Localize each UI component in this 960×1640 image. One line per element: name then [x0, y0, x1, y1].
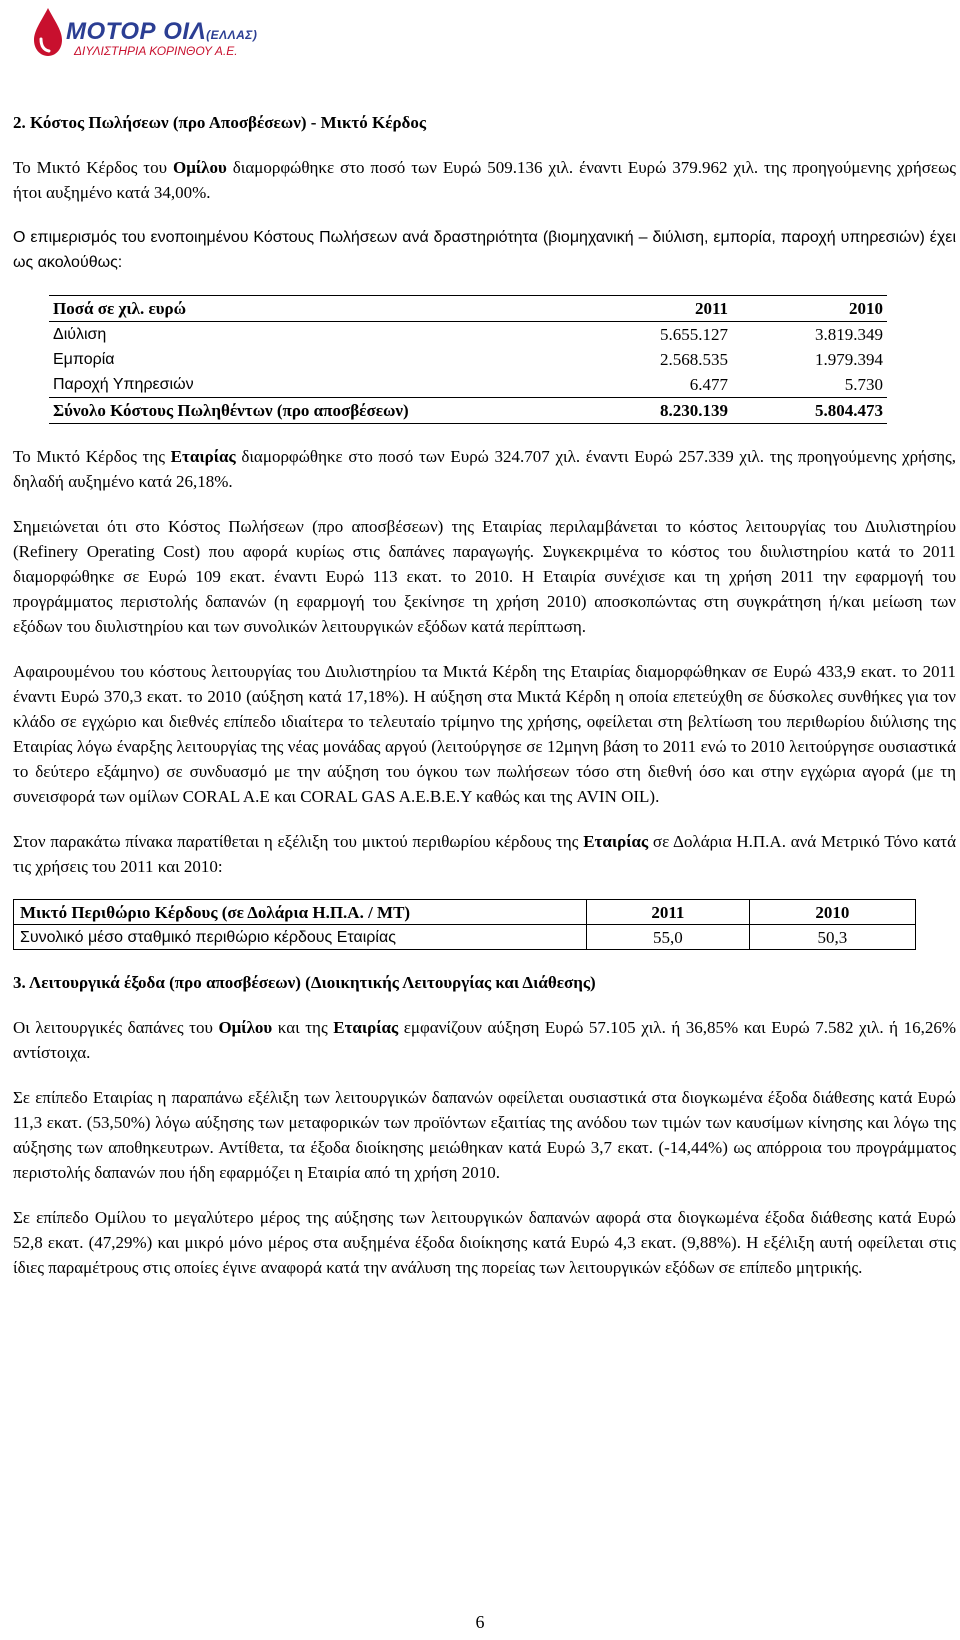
oil-drop-icon: [30, 6, 66, 58]
bold-text-run: Ομίλου: [173, 158, 227, 177]
table-row: [14, 925, 916, 950]
table-header-row: [14, 900, 916, 925]
text-run: και της: [272, 1018, 334, 1037]
total-label: Σύνολο Κόστους Πωληθέντων (προ αποσβέσεων): [49, 398, 577, 424]
row-value-2010: 3.819.349: [815, 325, 883, 344]
table-header-2011: 2011: [587, 900, 750, 925]
row-value-2011: 6.477: [689, 375, 728, 394]
section-2-heading: 2. Κόστος Πωλήσεων (προ Αποσβέσεων) - Μικτό Κέρδος: [13, 113, 427, 132]
row-value-2011: 5.655.127: [660, 325, 728, 344]
table-header-label: Μικτό Περιθώριο Κέρδους (σε Δολάρια Η.Π.Α. / ΜΤ): [14, 900, 587, 925]
row-value-2010: 50,3: [749, 925, 915, 950]
section-3-paragraph-1: [13, 1015, 956, 1065]
text-run: Στον παρακάτω πίνακα παρατίθεται η εξέλιξη του μικτού περιθωρίου κέρδους της: [13, 832, 584, 851]
row-label: Διύλιση: [53, 326, 107, 343]
section-2-paragraph-6: [13, 829, 956, 879]
page-number: 6: [475, 1612, 485, 1632]
table-row: [49, 322, 887, 348]
table-header-2010: 2010: [732, 296, 887, 322]
table-header-2011: 2011: [577, 296, 732, 322]
section-2-paragraph-1: [13, 155, 956, 205]
table-row: [49, 372, 887, 398]
table-row: [49, 347, 887, 372]
total-2010: 5.804.473: [732, 398, 887, 424]
logo-name: ΜΟΤΟΡ ΟΙΛ: [66, 18, 207, 45]
bold-text-run: Εταιρίας: [583, 832, 649, 851]
section-3-paragraph-2: Σε επίπεδο Εταιρίας η παραπάνω εξέλιξη των λειτουργικών δαπανών οφείλεται ουσιαστικά στα διογκωμένα έξοδα διάθεσης κατά Ευρώ 11,3 εκατ. (53,50%) λόγω αύξησης των μεταφορικών των προϊόντων εξαιτίας της ανόδου των τιμών των καυσίμων κίνησης και λόγω της αύξησης των αποθηκευτρων. Αντίθετα, τα έξοδα διοίκησης μειώθηκαν κατά Ευρώ 3,7 εκατ. (-14,44%) ως απόρροια του προγράμματος περιστολής δαπανών που ήδη εφαρμόζει η Εταιρία από τη χρήση 2010.: [13, 1088, 956, 1182]
logo-subtitle: ΔΙΥΛΙΣΤΗΡΙΑ ΚΟΡΙΝΘΟΥ Α.Ε.: [74, 44, 238, 58]
document-body: [13, 110, 956, 1300]
row-value-2010: 5.730: [844, 375, 883, 394]
text-run: σε Δολάρια Η.Π.Α. ανά Μετρικό Τόνο κατά τις χρήσεις του 2011 και 2010:: [13, 832, 957, 876]
text-run: διαμορφώθηκε στο ποσό των Ευρώ 324.707 χιλ. έναντι Ευρώ 257.339 χιλ. της προηγούμενης χρήσης, δηλαδή αυξημένο κατά 26,18%.: [13, 447, 956, 491]
logo-wordmark: [66, 18, 257, 46]
table-header-2010: 2010: [749, 900, 915, 925]
text-run: Το Μικτό Κέρδος της: [13, 447, 171, 466]
total-2011: 8.230.139: [577, 398, 732, 424]
row-label: Εμπορία: [53, 351, 115, 368]
text-run: διαμορφώθηκε στο ποσό των Ευρώ 509.136 χιλ. έναντι Ευρώ 379.962 χιλ. της προηγούμενης χρήσεως ήτοι αυξημένο κατά 34,00%.: [13, 158, 956, 202]
cost-of-sales-table: [49, 295, 887, 424]
text-run: Οι λειτουργικές δαπάνες του: [13, 1018, 219, 1037]
text-run: Το Μικτό Κέρδος του: [13, 158, 174, 177]
company-logo: [30, 6, 270, 58]
section-2-paragraph-2: Ο επιμερισμός του ενοποιημένου Κόστους Πωλήσεων ανά δραστηριότητα (βιομηχανική – διύλιση, εμπορία, παροχή υπηρεσιών) έχει ως ακολούθως:: [13, 229, 956, 271]
bold-text-run: Ομίλου: [218, 1018, 273, 1037]
bold-text-run: Εταιρίας: [333, 1018, 399, 1037]
bold-text-run: Εταιρίας: [170, 447, 236, 466]
row-value-2010: 1.979.394: [815, 350, 883, 369]
row-value-2011: 2.568.535: [660, 350, 728, 369]
section-2-paragraph-5: Αφαιρουμένου του κόστους λειτουργίας του Διυλιστηρίου τα Μικτά Κέρδη της Εταιρίας διαμορφώθηκαν σε Ευρώ 433,9 εκατ. το 2011 έναντι Ευρώ 370,3 εκατ. το 2010 (αύξηση κατά 17,18%). Η αύξηση στα Μικτά Κέρδη η οποία επετεύχθη σε δύσκολες συνθήκες για τον κλάδο σε εγχώριο και διεθνές επίπεδο ιδιαίτερα το τελευταίο τρίμηνο της χρήσης, οφείλεται στη βελτίωση του περιθωρίου διύλισης της Εταιρίας λόγω έναρξης λειτουργίας της νέας μονάδας αργού (λειτούργησε σε 12μηνη βάση το 2011 ενώ το 2010 λειτούργησε ουσιαστικά το δεύτερο εξάμηνο) σε συνδυασμό με την αύξηση του όγκου των πωλήσεων τόσο στη διεθνή όσο και στην εγχώρια αγορά (με τη συνεισφορά των ομίλων CORAL A.E και CORAL GAS A.E.B.E.Y καθώς και της AVIN OIL).: [13, 662, 956, 806]
section-2-paragraph-4: Σημειώνεται ότι στο Κόστος Πωλήσεων (προ αποσβέσεων) της Εταιρίας περιλαμβάνεται το κόστος λειτουργίας του Διυλιστηρίου (Refinery Operating Cost) που αφορά κυρίως στις δαπάνες παραγωγής. Συγκεκριμένα το κόστος του διυλιστηρίου κατά το 2011 διαμορφώθηκε σε Ευρώ 109 εκατ. έναντι Ευρώ 113 εκατ. το 2010. Η Εταιρία συνέχισε και τη χρήση 2011 την εφαρμογή του προγράμματος περιστολής δαπανών (η εφαρμογή του ξεκίνησε τη χρήση 2010) αποσκοπώντας στη συγκράτηση ή/και μείωση των εξόδων του διυλιστηρίου και των συνολικών λειτουργικών εξόδων κατά περίπτωση.: [13, 517, 956, 636]
gross-margin-table: [13, 899, 916, 950]
row-value-2011: 55,0: [587, 925, 750, 950]
row-label: Συνολικό μέσο σταθμικό περιθώριο κέρδους Εταιρίας: [14, 925, 587, 950]
section-3-heading: 3. Λειτουργικά έξοδα (προ αποσβέσεων) (Διοικητικής Λειτουργίας και Διάθεσης): [13, 973, 596, 992]
table-header-label: Ποσά σε χιλ. ευρώ: [49, 296, 577, 322]
section-3-paragraph-3: Σε επίπεδο Ομίλου το μεγαλύτερο μέρος της αύξησης των λειτουργικών δαπανών αφορά στα διογκωμένα έξοδα διάθεσης κατά Ευρώ 52,8 εκατ. (47,29%) και μικρό μόνο μέρος στα αυξημένα έξοδα διοίκησης κατά Ευρώ 4,3 εκατ. (9,88%). Η εξέλιξη αυτή οφείλεται στις ίδιες παραμέτρους στις οποίες έγινε αναφορά κατά την ανάλυση της πορείας των λειτουργικών εξόδων σε επίπεδο μητρικής.: [13, 1208, 956, 1277]
table-header-row: [49, 296, 887, 322]
text-run: εμφανίζουν αύξηση Ευρώ 57.105 χιλ. ή 36,85% και Ευρώ 7.582 χιλ. ή 16,26% αντίστοιχα.: [13, 1018, 956, 1062]
section-2-paragraph-3: [13, 444, 956, 494]
row-label: Παροχή Υπηρεσιών: [53, 376, 194, 393]
table-total-row: [49, 398, 887, 424]
logo-country: (ΕΛΛΑΣ): [206, 28, 258, 42]
